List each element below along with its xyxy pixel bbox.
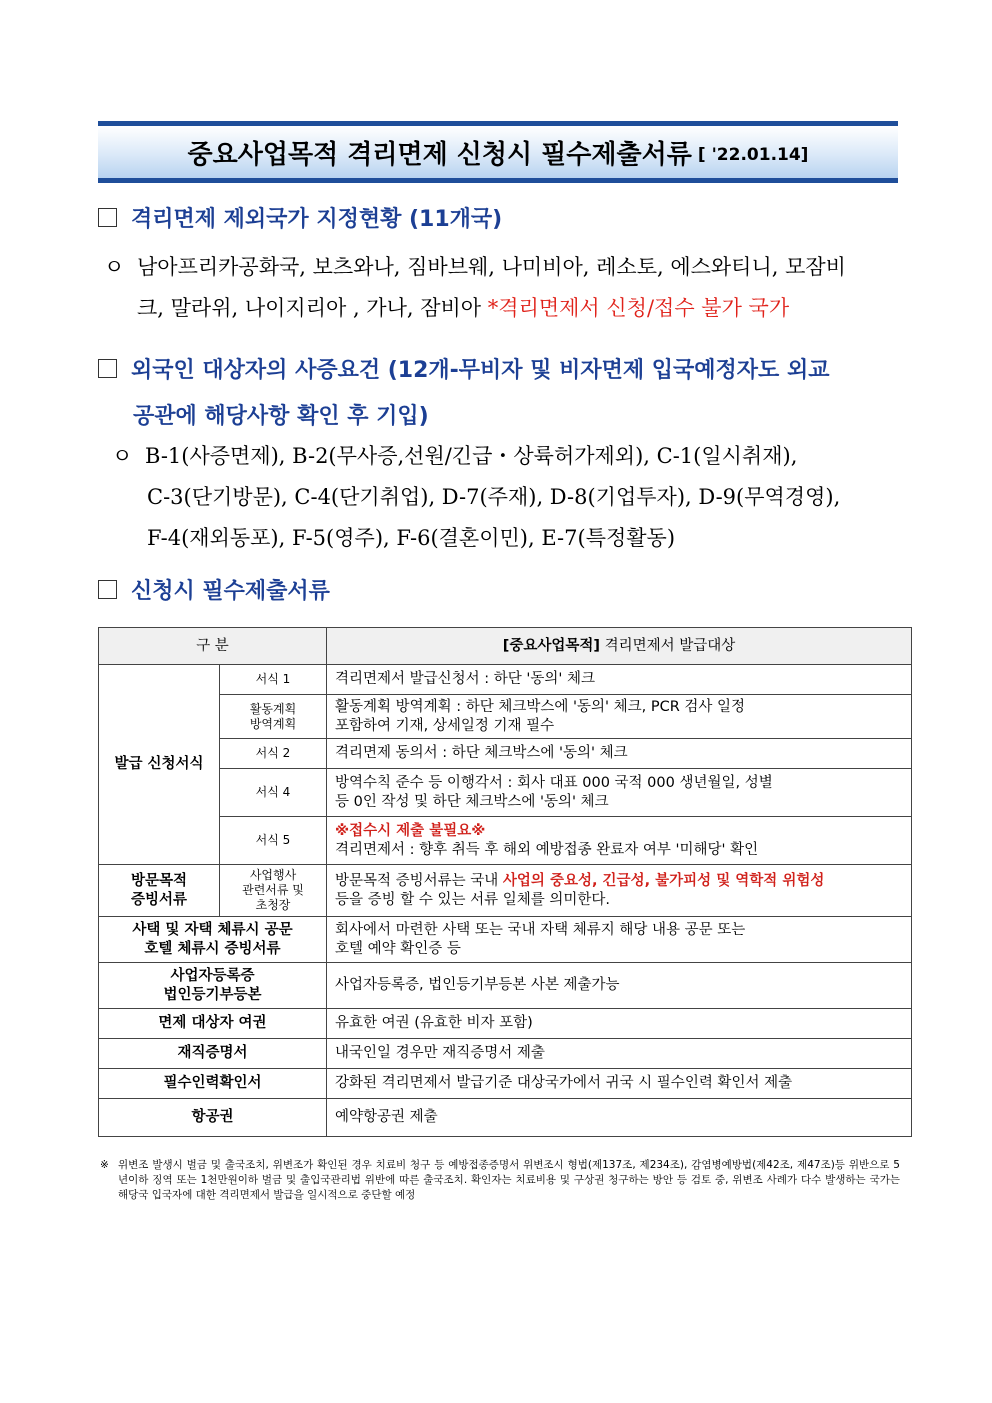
form-desc: 격리면제서 발급신청서 : 하단 '동의' 체크 [327, 665, 912, 695]
form-desc: 방문목적 증빙서류는 국내 사업의 중요성, 긴급성, 불가피성 및 역학적 위험성 등을 증빙 할 수 있는 서류 일체를 의미한다. [327, 865, 912, 917]
table-row [99, 1009, 912, 1039]
checkbox-square-icon [98, 580, 117, 599]
group-label-application-forms: 발급 신청서식 [99, 665, 220, 865]
row-label: 면제 대상자 여권 [99, 1009, 327, 1039]
form-desc: 활동계획 방역계획 : 하단 체크박스에 '동의' 체크, PCR 검사 일정 포함하여 기재, 상세일정 기재 필수 [327, 695, 912, 739]
excluded-note: *격리면제서 신청/접수 불가 국가 [487, 296, 790, 320]
not-required-note: ※접수시 제출 불필요※ [335, 822, 486, 839]
required-documents-table [98, 627, 912, 1137]
header-category: 구 분 [99, 628, 327, 665]
section-heading-excluded-countries: 격리면제 제외국가 지정현황 (11개국) [98, 200, 502, 240]
row-label: 사택 및 자택 체류시 공문 호텔 체류시 증빙서류 [99, 917, 327, 963]
visa-types-paragraph: ㅇ B-1(사증면제), B-2(무사증,선원/긴급・상륙허가제외), C-1(일시취재), C-3(단기방문), C-4(단기취업), D-7(주재), D-8(기업투자), D-9(무역경영), F-4(재외동포), F-5(영주), F-6(결혼이민), E-7(특정활동) [112, 436, 900, 559]
row-desc: 사업자등록증, 법인등기부등본 사본 제출가능 [327, 963, 912, 1009]
form-label: 활동계획 방역계획 [220, 695, 327, 739]
table-row [99, 739, 912, 769]
row-label: 항공권 [99, 1099, 327, 1137]
row-label: 필수인력확인서 [99, 1069, 327, 1099]
row-desc: 유효한 여권 (유효한 비자 포함) [327, 1009, 912, 1039]
reference-mark-icon: ※ [100, 1159, 109, 1171]
table-row [99, 769, 912, 817]
section-heading-required-docs: 신청시 필수제출서류 [98, 572, 330, 612]
table-row [99, 695, 912, 739]
group-label-visit-purpose: 방문목적 증빙서류 [99, 865, 220, 917]
table-row [99, 1039, 912, 1069]
form-label: 서식 4 [220, 769, 327, 817]
row-label: 사업자등록증 법인등기부등본 [99, 963, 327, 1009]
form-label: 서식 1 [220, 665, 327, 695]
checkbox-square-icon [98, 208, 117, 227]
title-date: [ '22.01.14] [697, 145, 809, 165]
table-row [99, 1069, 912, 1099]
table-row [99, 917, 912, 963]
page-title: 중요사업목적 격리면제 신청시 필수제출서류 [187, 139, 692, 170]
form-desc: 격리면제 동의서 : 하단 체크박스에 '동의' 체크 [327, 739, 912, 769]
bullet-circle-icon: ㅇ [104, 255, 125, 279]
header-target: [중요사업목적] 격리면제서 발급대상 [327, 628, 912, 665]
table-row [99, 865, 912, 917]
section-heading-visa-requirements: 외국인 대상자의 사증요건 (12개-무비자 및 비자면제 입국예정자도 외교 공관에 해당사항 확인 후 기입) [98, 348, 898, 440]
row-desc: 강화된 격리면제서 발급기준 대상국가에서 귀국 시 필수인력 확인서 제출 [327, 1069, 912, 1099]
row-desc: 예약항공권 제출 [327, 1099, 912, 1137]
form-label: 서식 5 [220, 817, 327, 865]
footnote: ※ 위변조 발생시 벌금 및 출국조치, 위변조가 확인된 경우 치료비 청구 등 예방접종증명서 위변조시 형법(제137조, 제234조), 감염병예방법(제42조, 제47조)등 위반으로 5년이하 징역 또는 1천만원이하 벌금 및 출입국관리법 위반에 따른 출국조치. 확인자는 치료비용 및 구상권 청구하는 방안 등 검토 중, 위변조 사례가 다수 발생하는 국가는 해당국 입국자에 대한 격리면제서 발급을 일시적으로 중단할 예정 [100, 1159, 900, 1201]
checkbox-square-icon [98, 359, 117, 378]
table-row [99, 1099, 912, 1137]
form-label: 사업행사 관련서류 및 초청장 [220, 865, 327, 917]
form-desc: ※접수시 제출 불필요※ 격리면제서 : 향후 취득 후 해외 예방접종 완료자 여부 '미해당' 확인 [327, 817, 912, 865]
row-desc: 회사에서 마련한 사택 또는 국내 자택 체류지 해당 내용 공문 또는 호텔 예약 확인증 등 [327, 917, 912, 963]
row-label: 재직증명서 [99, 1039, 327, 1069]
form-desc: 방역수칙 준수 등 이행각서 : 회사 대표 000 국적 000 생년월일, 성별 등 0인 작성 및 하단 체크박스에 '동의' 체크 [327, 769, 912, 817]
table-row [99, 665, 912, 695]
table-header-row [99, 628, 912, 665]
bullet-circle-icon: ㅇ [112, 444, 133, 468]
table-row [99, 963, 912, 1009]
title-banner [98, 121, 898, 183]
table-row [99, 817, 912, 865]
excluded-countries-paragraph: ㅇ 남아프리카공화국, 보츠와나, 짐바브웨, 나미비아, 레소토, 에스와티니, 모잠비 크, 말라위, 나이지리아 , 가나, 잠비아 *격리면제서 신청/접수 불가 국가 [104, 247, 900, 329]
form-label: 서식 2 [220, 739, 327, 769]
row-desc: 내국인일 경우만 재직증명서 제출 [327, 1039, 912, 1069]
